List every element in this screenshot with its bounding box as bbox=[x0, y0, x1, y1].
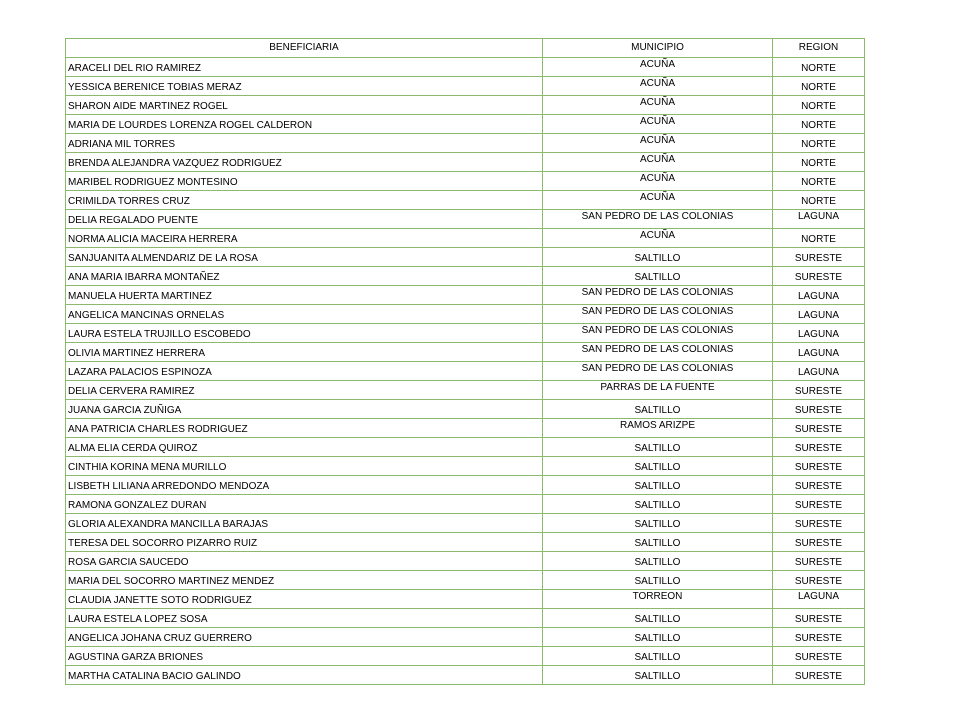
beneficiaria-cell: CINTHIA KORINA MENA MURILLO bbox=[66, 457, 543, 476]
table-row bbox=[66, 457, 865, 476]
table-row bbox=[66, 153, 865, 172]
municipio-cell: TORREON bbox=[543, 590, 773, 609]
beneficiaries-table bbox=[65, 38, 865, 685]
table-row bbox=[66, 324, 865, 343]
region-cell: LAGUNA bbox=[773, 343, 865, 362]
municipio-cell: SALTILLO bbox=[543, 571, 773, 590]
table-row bbox=[66, 267, 865, 286]
table-row bbox=[66, 305, 865, 324]
municipio-cell: ACUÑA bbox=[543, 134, 773, 153]
municipio-cell: SALTILLO bbox=[543, 248, 773, 267]
beneficiaries-sheet bbox=[65, 38, 864, 685]
table-row bbox=[66, 628, 865, 647]
municipio-cell: RAMOS ARIZPE bbox=[543, 419, 773, 438]
region-cell: SURESTE bbox=[773, 552, 865, 571]
region-cell: NORTE bbox=[773, 229, 865, 248]
region-cell: LAGUNA bbox=[773, 305, 865, 324]
beneficiaria-cell: TERESA DEL SOCORRO PIZARRO RUIZ bbox=[66, 533, 543, 552]
region-cell: LAGUNA bbox=[773, 324, 865, 343]
region-cell: SURESTE bbox=[773, 267, 865, 286]
municipio-cell: SAN PEDRO DE LAS COLONIAS bbox=[543, 305, 773, 324]
municipio-cell: ACUÑA bbox=[543, 191, 773, 210]
table-row bbox=[66, 514, 865, 533]
region-cell: SURESTE bbox=[773, 495, 865, 514]
municipio-cell: ACUÑA bbox=[543, 96, 773, 115]
table-row bbox=[66, 419, 865, 438]
municipio-cell: SALTILLO bbox=[543, 495, 773, 514]
region-cell: NORTE bbox=[773, 191, 865, 210]
beneficiaria-cell: BRENDA ALEJANDRA VAZQUEZ RODRIGUEZ bbox=[66, 153, 543, 172]
table-row bbox=[66, 134, 865, 153]
table-row bbox=[66, 191, 865, 210]
beneficiaria-cell: ADRIANA MIL TORRES bbox=[66, 134, 543, 153]
municipio-cell: ACUÑA bbox=[543, 172, 773, 191]
region-cell: SURESTE bbox=[773, 457, 865, 476]
municipio-cell: SALTILLO bbox=[543, 514, 773, 533]
table-row bbox=[66, 666, 865, 685]
beneficiaria-cell: AGUSTINA GARZA BRIONES bbox=[66, 647, 543, 666]
municipio-cell: SAN PEDRO DE LAS COLONIAS bbox=[543, 362, 773, 381]
table-row bbox=[66, 248, 865, 267]
municipio-cell: SALTILLO bbox=[543, 400, 773, 419]
municipio-cell: SALTILLO bbox=[543, 533, 773, 552]
header-region: REGION bbox=[773, 39, 865, 58]
municipio-cell: SAN PEDRO DE LAS COLONIAS bbox=[543, 324, 773, 343]
beneficiaria-cell: MANUELA HUERTA MARTINEZ bbox=[66, 286, 543, 305]
region-cell: SURESTE bbox=[773, 438, 865, 457]
beneficiaria-cell: ANGELICA JOHANA CRUZ GUERRERO bbox=[66, 628, 543, 647]
region-cell: SURESTE bbox=[773, 628, 865, 647]
beneficiaria-cell: DELIA REGALADO PUENTE bbox=[66, 210, 543, 229]
table-row bbox=[66, 77, 865, 96]
region-cell: NORTE bbox=[773, 153, 865, 172]
beneficiaria-cell: MARIA DE LOURDES LORENZA ROGEL CALDERON bbox=[66, 115, 543, 134]
beneficiaria-cell: SANJUANITA ALMENDARIZ DE LA ROSA bbox=[66, 248, 543, 267]
beneficiaria-cell: ALMA ELIA CERDA QUIROZ bbox=[66, 438, 543, 457]
table-row bbox=[66, 229, 865, 248]
municipio-cell: PARRAS DE LA FUENTE bbox=[543, 381, 773, 400]
beneficiaria-cell: ANA PATRICIA CHARLES RODRIGUEZ bbox=[66, 419, 543, 438]
region-cell: NORTE bbox=[773, 58, 865, 77]
region-cell: SURESTE bbox=[773, 609, 865, 628]
municipio-cell: ACUÑA bbox=[543, 153, 773, 172]
table-row bbox=[66, 590, 865, 609]
beneficiaria-cell: MARIA DEL SOCORRO MARTINEZ MENDEZ bbox=[66, 571, 543, 590]
region-cell: SURESTE bbox=[773, 647, 865, 666]
municipio-cell: ACUÑA bbox=[543, 77, 773, 96]
beneficiaria-cell: LAURA ESTELA TRUJILLO ESCOBEDO bbox=[66, 324, 543, 343]
beneficiaria-cell: YESSICA BERENICE TOBIAS MERAZ bbox=[66, 77, 543, 96]
beneficiaria-cell: ANA MARIA IBARRA MONTAÑEZ bbox=[66, 267, 543, 286]
municipio-cell: SALTILLO bbox=[543, 457, 773, 476]
table-row bbox=[66, 381, 865, 400]
table-row bbox=[66, 58, 865, 77]
table-row bbox=[66, 343, 865, 362]
region-cell: NORTE bbox=[773, 77, 865, 96]
beneficiaria-cell: LISBETH LILIANA ARREDONDO MENDOZA bbox=[66, 476, 543, 495]
region-cell: SURESTE bbox=[773, 476, 865, 495]
table-row bbox=[66, 286, 865, 305]
table-row bbox=[66, 552, 865, 571]
region-cell: SURESTE bbox=[773, 248, 865, 267]
region-cell: SURESTE bbox=[773, 381, 865, 400]
beneficiaria-cell: RAMONA GONZALEZ DURAN bbox=[66, 495, 543, 514]
municipio-cell: SAN PEDRO DE LAS COLONIAS bbox=[543, 210, 773, 229]
region-cell: SURESTE bbox=[773, 514, 865, 533]
municipio-cell: ACUÑA bbox=[543, 58, 773, 77]
municipio-cell: SALTILLO bbox=[543, 647, 773, 666]
municipio-cell: SALTILLO bbox=[543, 476, 773, 495]
header-beneficiaria: BENEFICIARIA bbox=[66, 39, 543, 58]
municipio-cell: SALTILLO bbox=[543, 552, 773, 571]
beneficiaria-cell: ROSA GARCIA SAUCEDO bbox=[66, 552, 543, 571]
beneficiaria-cell: GLORIA ALEXANDRA MANCILLA BARAJAS bbox=[66, 514, 543, 533]
municipio-cell: SALTILLO bbox=[543, 609, 773, 628]
municipio-cell: ACUÑA bbox=[543, 229, 773, 248]
region-cell: LAGUNA bbox=[773, 210, 865, 229]
beneficiaria-cell: LAZARA PALACIOS ESPINOZA bbox=[66, 362, 543, 381]
beneficiaria-cell: MARIBEL RODRIGUEZ MONTESINO bbox=[66, 172, 543, 191]
municipio-cell: ACUÑA bbox=[543, 115, 773, 134]
beneficiaria-cell: CLAUDIA JANETTE SOTO RODRIGUEZ bbox=[66, 590, 543, 609]
table-row bbox=[66, 210, 865, 229]
table-row bbox=[66, 400, 865, 419]
region-cell: NORTE bbox=[773, 96, 865, 115]
table-row bbox=[66, 172, 865, 191]
beneficiaria-cell: DELIA CERVERA RAMIREZ bbox=[66, 381, 543, 400]
region-cell: SURESTE bbox=[773, 666, 865, 685]
municipio-cell: SALTILLO bbox=[543, 628, 773, 647]
beneficiaria-cell: LAURA ESTELA LOPEZ SOSA bbox=[66, 609, 543, 628]
table-row bbox=[66, 495, 865, 514]
table-row bbox=[66, 96, 865, 115]
region-cell: SURESTE bbox=[773, 419, 865, 438]
region-cell: NORTE bbox=[773, 115, 865, 134]
municipio-cell: SALTILLO bbox=[543, 267, 773, 286]
municipio-cell: SALTILLO bbox=[543, 666, 773, 685]
beneficiaria-cell: OLIVIA MARTINEZ HERRERA bbox=[66, 343, 543, 362]
table-row bbox=[66, 533, 865, 552]
beneficiaria-cell: MARTHA CATALINA BACIO GALINDO bbox=[66, 666, 543, 685]
table-body bbox=[66, 58, 865, 685]
region-cell: LAGUNA bbox=[773, 362, 865, 381]
municipio-cell: SALTILLO bbox=[543, 438, 773, 457]
table-row bbox=[66, 476, 865, 495]
beneficiaria-cell: SHARON AIDE MARTINEZ ROGEL bbox=[66, 96, 543, 115]
table-row bbox=[66, 609, 865, 628]
beneficiaria-cell: ARACELI DEL RIO RAMIREZ bbox=[66, 58, 543, 77]
region-cell: SURESTE bbox=[773, 533, 865, 552]
header-row bbox=[66, 39, 865, 58]
table-row bbox=[66, 571, 865, 590]
beneficiaria-cell: JUANA GARCIA ZUÑIGA bbox=[66, 400, 543, 419]
table-row bbox=[66, 647, 865, 666]
header-municipio: MUNICIPIO bbox=[543, 39, 773, 58]
region-cell: SURESTE bbox=[773, 400, 865, 419]
region-cell: SURESTE bbox=[773, 571, 865, 590]
region-cell: LAGUNA bbox=[773, 286, 865, 305]
table-row bbox=[66, 362, 865, 381]
table-row bbox=[66, 115, 865, 134]
municipio-cell: SAN PEDRO DE LAS COLONIAS bbox=[543, 286, 773, 305]
region-cell: LAGUNA bbox=[773, 590, 865, 609]
region-cell: NORTE bbox=[773, 172, 865, 191]
region-cell: NORTE bbox=[773, 134, 865, 153]
beneficiaria-cell: ANGELICA MANCINAS ORNELAS bbox=[66, 305, 543, 324]
table-row bbox=[66, 438, 865, 457]
beneficiaria-cell: NORMA ALICIA MACEIRA HERRERA bbox=[66, 229, 543, 248]
beneficiaria-cell: CRIMILDA TORRES CRUZ bbox=[66, 191, 543, 210]
municipio-cell: SAN PEDRO DE LAS COLONIAS bbox=[543, 343, 773, 362]
